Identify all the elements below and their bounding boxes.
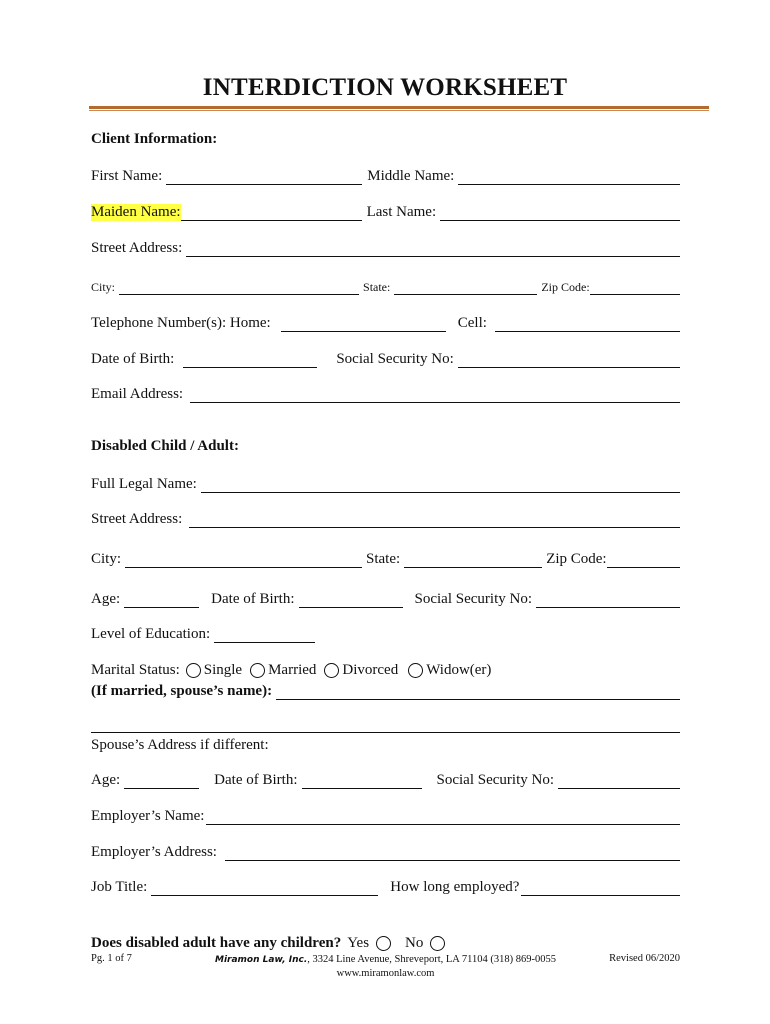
row-client-street <box>91 237 680 257</box>
spouse-name-label: (If married, spouse’s name): <box>91 683 273 699</box>
how-long-field[interactable] <box>521 881 680 896</box>
disabled-street-label: Street Address: <box>91 511 183 527</box>
employer-name-label: Employer’s Name: <box>91 808 205 824</box>
job-title-field[interactable] <box>151 881 378 896</box>
home-phone-label: Telephone Number(s): Home: <box>91 315 271 331</box>
row-marital <box>91 659 680 679</box>
spouse-dob-label: Date of Birth: <box>214 772 298 788</box>
state-field[interactable] <box>394 280 537 295</box>
yes-label: Yes <box>347 935 370 951</box>
disabled-zip-label: Zip Code: <box>546 551 607 567</box>
disabled-ssn-label: Social Security No: <box>414 591 532 607</box>
full-legal-name-label: Full Legal Name: <box>91 476 197 492</box>
radio-divorced[interactable] <box>324 663 339 678</box>
dob-field[interactable] <box>183 353 317 368</box>
radio-yes[interactable] <box>376 936 391 951</box>
radio-single[interactable] <box>186 663 201 678</box>
row-spouse-address <box>91 734 680 754</box>
zip-field[interactable] <box>590 280 680 295</box>
disabled-state-label: State: <box>366 551 401 567</box>
state-label: State: <box>363 280 391 294</box>
row-spouse-extra <box>91 713 680 733</box>
radio-widower[interactable] <box>408 663 423 678</box>
row-disabled-age <box>91 588 680 608</box>
disabled-ssn-field[interactable] <box>536 593 680 608</box>
row-employer-name <box>91 805 680 825</box>
spouse-ssn-field[interactable] <box>558 774 680 789</box>
disabled-city-label: City: <box>91 551 122 567</box>
radio-no[interactable] <box>430 936 445 951</box>
spouse-age-field[interactable] <box>124 774 199 789</box>
spouse-name-field-2[interactable] <box>91 718 680 733</box>
disabled-street-field[interactable] <box>189 513 680 528</box>
ssn-field[interactable] <box>458 353 680 368</box>
single-label: Single <box>203 662 243 678</box>
employer-address-field[interactable] <box>225 846 680 861</box>
education-label: Level of Education: <box>91 626 211 642</box>
email-field[interactable] <box>190 388 680 403</box>
disabled-age-label: Age: <box>91 591 121 607</box>
row-client-phone <box>91 312 680 332</box>
radio-married[interactable] <box>250 663 265 678</box>
first-name-label: First Name: <box>91 168 163 184</box>
firm-address: , 3324 Line Avenue, Shreveport, LA 71104 (318) 869-0055 <box>307 954 556 965</box>
divorced-label: Divorced <box>342 662 399 678</box>
footer-address-block <box>91 953 680 980</box>
married-label: Married <box>268 662 317 678</box>
client-section-heading: Client Information: <box>91 131 218 147</box>
spouse-dob-field[interactable] <box>302 774 422 789</box>
row-education <box>91 623 680 643</box>
row-spouse-age <box>91 769 680 789</box>
education-field[interactable] <box>214 628 315 643</box>
row-disabled-city <box>91 548 680 568</box>
firm-website[interactable]: www.miramonlaw.com <box>336 968 435 979</box>
cell-phone-label: Cell: <box>457 315 487 331</box>
row-job-title <box>91 876 680 896</box>
disabled-age-field[interactable] <box>124 593 199 608</box>
row-client-dob <box>91 348 680 368</box>
page-title: INTERDICTION WORKSHEET <box>202 74 568 101</box>
revised-date: Revised 06/2020 <box>609 953 680 964</box>
disabled-section-heading: Disabled Child / Adult: <box>91 438 239 454</box>
no-label: No <box>405 935 424 951</box>
city-label: City: <box>91 280 116 294</box>
how-long-label: How long employed? <box>390 879 520 895</box>
city-field[interactable] <box>119 280 359 295</box>
disabled-city-field[interactable] <box>125 553 362 568</box>
row-client-names <box>91 165 680 185</box>
spouse-ssn-label: Social Security No: <box>436 772 554 788</box>
spouse-name-field[interactable] <box>276 685 680 700</box>
maiden-name-field[interactable] <box>181 206 362 221</box>
zip-label: Zip Code: <box>541 280 590 294</box>
spouse-address-label: Spouse’s Address if different: <box>91 737 269 753</box>
row-client-maiden <box>91 201 680 221</box>
page-number: Pg. 1 of 7 <box>91 953 132 964</box>
disabled-dob-field[interactable] <box>299 593 403 608</box>
disabled-dob-label: Date of Birth: <box>211 591 295 607</box>
row-children <box>91 932 680 952</box>
employer-address-label: Employer’s Address: <box>91 844 217 860</box>
email-label: Email Address: <box>91 386 184 402</box>
full-legal-name-field[interactable] <box>201 478 680 493</box>
home-phone-field[interactable] <box>281 317 446 332</box>
street-address-field[interactable] <box>186 242 680 257</box>
last-name-field[interactable] <box>440 206 680 221</box>
last-name-label: Last Name: <box>366 204 437 220</box>
disabled-zip-field[interactable] <box>607 553 680 568</box>
row-client-city <box>91 275 680 295</box>
children-question: Does disabled adult have any children? <box>91 935 342 951</box>
employer-name-field[interactable] <box>206 810 680 825</box>
marital-status-label: Marital Status: <box>91 662 180 678</box>
disabled-state-field[interactable] <box>404 553 542 568</box>
cell-phone-field[interactable] <box>495 317 680 332</box>
firm-name: Miramon Law, Inc. <box>214 955 308 965</box>
dob-label: Date of Birth: <box>91 351 175 367</box>
spouse-age-label: Age: <box>91 772 121 788</box>
row-client-email <box>91 383 680 403</box>
first-name-field[interactable] <box>166 170 362 185</box>
row-spouse-name <box>91 680 680 700</box>
ssn-label: Social Security No: <box>336 351 454 367</box>
middle-name-field[interactable] <box>458 170 680 185</box>
middle-name-label: Middle Name: <box>367 168 455 184</box>
job-title-label: Job Title: <box>91 879 148 895</box>
widower-label: Widow(er) <box>426 662 492 678</box>
street-address-label: Street Address: <box>91 240 183 256</box>
row-employer-address <box>91 841 680 861</box>
title-divider-thin <box>89 110 709 111</box>
row-full-name <box>91 473 680 493</box>
row-disabled-street <box>91 508 680 528</box>
title-divider <box>89 106 709 109</box>
maiden-name-label: Maiden Name: <box>91 204 181 220</box>
